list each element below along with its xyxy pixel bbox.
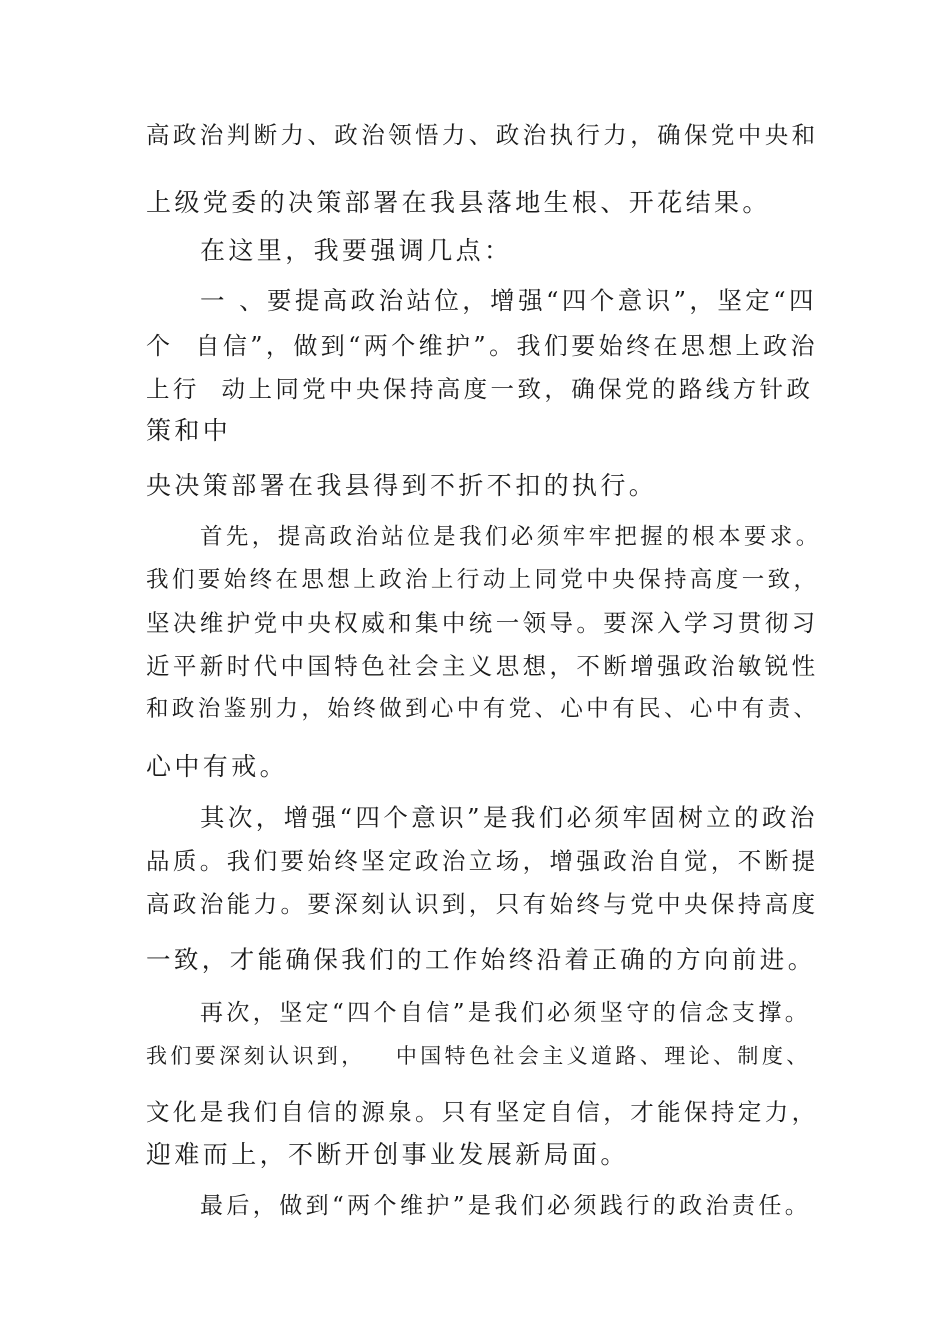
text-line: 上级党委的决策部署在我县落地生根、开花结果。 xyxy=(146,188,771,217)
paragraph-first-line: 在这里，我要强调几点： xyxy=(200,236,513,265)
text-line: 高政治能力。要深刻认识到，只有始终与党中央保持高度 xyxy=(146,890,819,918)
paragraph-first-line: 其次，增强“四个意识”是我们必须牢固树立的政治 xyxy=(200,803,818,832)
text-line: 坚决维护党中央权威和集中统一领导。要深入学习贯彻习 xyxy=(146,609,819,637)
text-line: 个 自信”，做到“两个维护”。我们要始终在思想上政治 xyxy=(146,332,818,360)
text-line: 近平新时代中国特色社会主义思想，不断增强政治敏锐性 xyxy=(146,652,819,680)
text-line: 高政治判断力、政治领悟力、政治执行力，确保党中央和 xyxy=(146,121,819,149)
text-line: 文化是我们自信的源泉。只有坚定自信，才能保持定力， xyxy=(146,1098,819,1126)
text-line: 迎难而上，不断开创事业发展新局面。 xyxy=(146,1140,629,1169)
section-heading-line: 一 、要提高政治站位，增强“四个意识”，坚定“四 xyxy=(200,286,817,315)
text-line: 我们要深刻认识到， 中国特色社会主义道路、理论、制度、 xyxy=(146,1044,811,1068)
text-line: 心中有戒。 xyxy=(146,752,289,781)
paragraph-first-line: 再次，坚定“四个自信”是我们必须坚守的信念支撑。 xyxy=(200,1000,812,1026)
text-line: 和政治鉴别力，始终做到心中有党、心中有民、心中有责、 xyxy=(146,696,820,722)
paragraph-first-line: 最后，做到“两个维护”是我们必须践行的政治责任。 xyxy=(200,1193,812,1219)
text-line: 策和中 xyxy=(146,416,232,445)
paragraph-first-line: 首先，提高政治站位是我们必须牢牢把握的根本要求。 xyxy=(200,524,822,550)
text-line: 上行 动上同党中央保持高度一致，确保党的路线方针政 xyxy=(146,375,814,403)
text-line: 央决策部署在我县得到不折不扣的执行。 xyxy=(146,471,658,500)
text-line: 一致，才能确保我们的工作始终沿着正确的方向前进。 xyxy=(146,945,816,974)
text-line: 品质。我们要始终坚定政治立场，增强政治自觉，不断提 xyxy=(146,847,819,875)
text-line: 我们要始终在思想上政治上行动上同党中央保持高度一致， xyxy=(146,567,820,593)
